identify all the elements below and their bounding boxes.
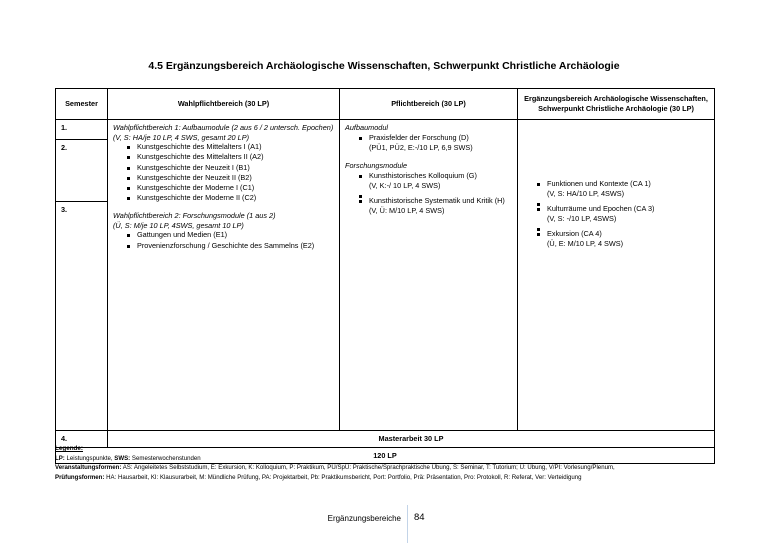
legend-label-sws: SWS: xyxy=(114,454,131,462)
masterarbeit-cell: Masterarbeit 30 LP xyxy=(108,430,715,447)
legend-line-pruefungsformen xyxy=(55,473,755,482)
pflicht-block2-title: Forschungsmodule xyxy=(345,160,408,170)
list-item: Kunstgeschichte der Moderne II (C2) xyxy=(127,193,334,203)
pflicht-content-cell xyxy=(340,119,518,430)
wahlpflicht-block1-list xyxy=(113,142,334,202)
wahlpflicht-block2-list xyxy=(113,230,334,250)
header-ergaenzungsbereich: Ergänzungsbereich Archäologische Wissenschaften, Schwerpunkt Christliche Archäologie (30 LP) xyxy=(518,89,715,120)
list-item xyxy=(359,171,512,191)
list-item xyxy=(537,179,709,199)
semester-1-label: 1. xyxy=(56,119,108,139)
legend-line-lp xyxy=(55,454,755,463)
module-name: Kunsthistorische Systematik und Kritik (H) xyxy=(369,195,505,205)
spacer xyxy=(113,203,334,211)
list-item: Kunstgeschichte des Mittelalters II (A2) xyxy=(127,152,334,162)
pflicht-block2-list xyxy=(345,171,512,216)
table-row-semester-1 xyxy=(56,119,715,139)
legend-text-sws: Semesterwochenstunden xyxy=(130,454,201,462)
list-item: Gattungen und Medien (E1) xyxy=(127,230,334,240)
header-semester: Semester xyxy=(56,89,108,120)
legend-title: Legende: xyxy=(55,445,83,452)
module-details: (PÜ1, PÜ2, E:-/10 LP, 6,9 SWS) xyxy=(369,142,473,152)
module-name: Funktionen und Kontexte (CA 1) xyxy=(547,178,651,188)
table-header-row xyxy=(56,89,715,120)
pflicht-block1-list xyxy=(345,133,512,153)
list-item: Kunstgeschichte der Neuzeit I (B1) xyxy=(127,163,334,173)
semester-2-label: 2. xyxy=(56,139,108,201)
footer-page-number: 84 xyxy=(414,512,425,523)
spacer xyxy=(523,123,709,179)
list-item xyxy=(359,133,512,153)
module-details: (V, S: -/10 LP, 4SWS) xyxy=(547,213,617,223)
legend xyxy=(55,444,755,482)
wahlpflicht-block2-title: Wahlpflichtbereich 2: Forschungsmodule (1 aus 2) xyxy=(113,210,276,220)
legend-label-veranstaltungsformen: Veranstaltungsformen: xyxy=(55,464,122,472)
list-item xyxy=(537,204,709,224)
module-name: Exkursion (CA 4) xyxy=(547,228,602,238)
pflicht-block1-title: Aufbaumodul xyxy=(345,122,389,132)
spacer xyxy=(345,153,512,161)
curriculum-table xyxy=(55,88,715,464)
module-name: Kulturräume und Epochen (CA 3) xyxy=(547,203,655,213)
legend-label-pruefungsformen: Prüfungsformen: xyxy=(55,473,105,481)
ergaenzung-list xyxy=(523,179,709,249)
footer-divider xyxy=(407,505,408,543)
legend-text-lp: Leistungspunkte, xyxy=(64,454,115,462)
wahlpflicht-content-cell xyxy=(108,119,340,430)
module-details: (V, Ü: M/10 LP, 4 SWS) xyxy=(369,205,445,215)
semester-3-label: 3. xyxy=(56,201,108,430)
module-details: (Ü, E: M/10 LP, 4 SWS) xyxy=(547,239,624,248)
page-title: 4.5 Ergänzungsbereich Archäologische Wissenschaften, Schwerpunkt Christliche Archäologie xyxy=(148,60,620,72)
page-footer xyxy=(0,505,768,543)
module-name: Praxisfelder der Forschung (D) xyxy=(369,132,469,142)
wahlpflicht-block2-subtitle: (Ü, S: M/je 10 LP, 4SWS, gesamt 10 LP) xyxy=(113,220,244,230)
legend-line-veranstaltungsformen xyxy=(55,463,755,472)
list-item: Provenienzforschung / Geschichte des Sammelns (E2) xyxy=(127,241,334,251)
wahlpflicht-block1-subtitle: (V, S: HA/je 10 LP, 4 SWS, gesamt 20 LP) xyxy=(113,132,250,142)
module-details: (V, K:-/ 10 LP, 4 SWS) xyxy=(369,180,441,190)
header-wahlpflichtbereich: Wahlpflichtbereich (30 LP) xyxy=(108,89,340,120)
list-item: Kunstgeschichte der Neuzeit II (B2) xyxy=(127,173,334,183)
wahlpflicht-block1-title: Wahlpflichtbereich 1: Aufbaumodule (2 aus 6 / 2 untersch. Epochen) xyxy=(113,122,334,132)
total-lp-cell: 120 LP xyxy=(56,447,715,464)
module-name: Kunsthistorisches Kolloquium (G) xyxy=(369,170,477,180)
header-pflichtbereich: Pflichtbereich (30 LP) xyxy=(340,89,518,120)
list-item xyxy=(537,229,709,249)
footer-section-label: Ergänzungsbereiche xyxy=(327,514,401,523)
legend-text-pruefungsformen: HA: Hausarbeit, KI: Klausurarbeit, M: Mündliche Prüfung, PA: Projektarbeit, Pb: Praktikumsbericht, Port: Portfolio, Prä: Präsentation, Pro: Protokoll, R: Referat, Ver: Verteidigung xyxy=(104,473,582,481)
semester-4-label: 4. xyxy=(56,430,108,447)
legend-text-veranstaltungsformen: AS: Angeleitetes Selbststudium, E: Exkursion, K: Kolloquium, P: Praktikum, PÜ/SpÜ: Praktische/Sprachpraktische Übung, S: Seminar, T: Tutorium; Ü: Übung, V/PI: Vorlesung/Plenum, xyxy=(121,464,615,472)
list-item: Kunstgeschichte der Moderne I (C1) xyxy=(127,183,334,193)
legend-label-lp: LP: xyxy=(55,454,65,462)
list-item: Kunstgeschichte des Mittelalters I (A1) xyxy=(127,142,334,152)
ergaenzung-content-cell xyxy=(518,119,715,430)
module-details: (V, S: HA/10 LP, 4SWS) xyxy=(547,188,625,198)
list-item xyxy=(359,196,512,216)
